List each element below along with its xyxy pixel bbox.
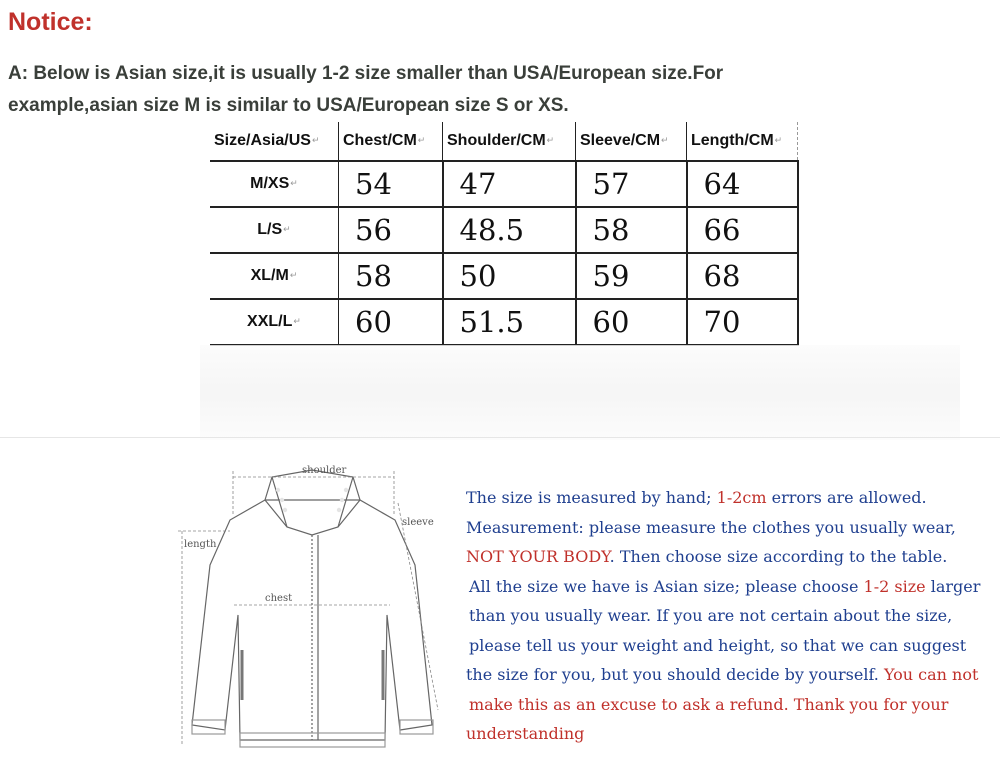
instruction-line: the size for you, but you should decide by yourself. You can not	[466, 665, 979, 684]
measurement-instructions	[466, 483, 996, 749]
cell-shoulder: 48.5	[443, 207, 576, 253]
instruction-line: please tell us your weight and height, so that we can suggest	[469, 635, 967, 655]
instruction-line: All the size we have is Asian size; please choose 1-2 size larger	[469, 576, 981, 596]
header-size: Size/Asia/US↵	[210, 122, 339, 161]
row-size: M/XS↵	[210, 161, 339, 207]
size-chart-table	[210, 122, 799, 346]
cell-chest: 60	[339, 299, 443, 345]
cell-shoulder: 50	[443, 253, 576, 299]
table-row	[210, 161, 798, 207]
table-header-row	[210, 122, 798, 161]
section-divider	[0, 437, 1000, 438]
cell-chest: 54	[339, 161, 443, 207]
header-chest: Chest/CM↵	[339, 122, 443, 161]
instruction-line: make this as an excuse to ask a refund. Thank you for your	[469, 694, 949, 714]
instruction-line: The size is measured by hand; 1-2cm errors are allowed.	[466, 488, 927, 507]
table-row	[210, 207, 798, 253]
cell-sleeve: 57	[576, 161, 687, 207]
cell-shoulder: 51.5	[443, 299, 576, 345]
cell-chest: 56	[339, 207, 443, 253]
label-sleeve: sleeve	[402, 517, 434, 528]
row-size: XXL/L↵	[210, 299, 339, 345]
cell-length: 70	[687, 299, 798, 345]
cell-chest: 58	[339, 253, 443, 299]
cell-length: 68	[687, 253, 798, 299]
table-row	[210, 253, 798, 299]
notice-line-1: A: Below is Asian size,it is usually 1-2 size smaller than USA/European size.For	[8, 63, 724, 84]
instruction-line: NOT YOUR BODY. Then choose size according to the table.	[466, 547, 948, 566]
instruction-line: understanding	[466, 724, 585, 743]
header-shoulder: Shoulder/CM↵	[443, 122, 576, 161]
row-size: L/S↵	[210, 207, 339, 253]
label-shoulder: shoulder	[302, 465, 347, 476]
notice-title: Notice:	[8, 8, 93, 36]
header-sleeve: Sleeve/CM↵	[576, 122, 687, 161]
row-size: XL/M↵	[210, 253, 339, 299]
cell-length: 66	[687, 207, 798, 253]
cell-length: 64	[687, 161, 798, 207]
jacket-measurement-diagram	[170, 455, 460, 765]
label-chest: chest	[265, 593, 293, 604]
instruction-line: Measurement: please measure the clothes you usually wear,	[466, 517, 956, 537]
background-smudge	[200, 345, 960, 440]
cell-sleeve: 58	[576, 207, 687, 253]
notice-line-2: example,asian size M is similar to USA/European size S or XS.	[8, 95, 569, 116]
table-row	[210, 299, 798, 345]
header-length: Length/CM↵	[687, 122, 798, 161]
cell-sleeve: 59	[576, 253, 687, 299]
label-length: length	[184, 539, 217, 550]
instruction-line: than you usually wear. If you are not certain about the size,	[469, 606, 953, 625]
cell-sleeve: 60	[576, 299, 687, 345]
cell-shoulder: 47	[443, 161, 576, 207]
